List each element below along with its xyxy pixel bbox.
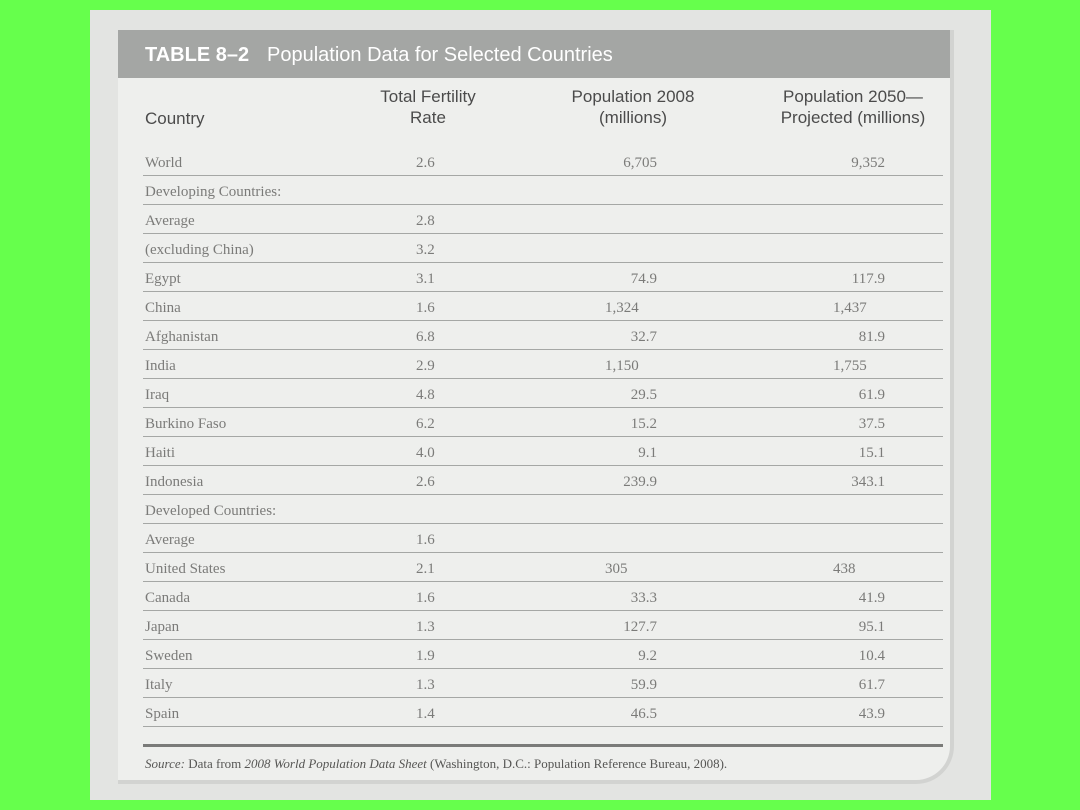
source-note xyxy=(145,756,727,772)
cell-pop2008: 32.7 xyxy=(630,329,657,345)
table-row xyxy=(143,408,943,437)
cell-fertility: 2.6 xyxy=(416,474,435,490)
cell-pop2008: 239.9 xyxy=(623,474,657,490)
table-number: TABLE 8–2 xyxy=(145,44,250,66)
cell-pop2050: 1,437 xyxy=(833,300,867,316)
cell-country: India xyxy=(145,358,176,374)
cell-pop2050: 343.1 xyxy=(851,474,885,490)
table-title-bar xyxy=(118,30,950,78)
cell-fertility: 4.0 xyxy=(416,445,435,461)
table-row xyxy=(143,466,943,495)
cell-pop2050: 61.7 xyxy=(858,677,885,693)
cell-fertility: 3.1 xyxy=(416,271,435,287)
cell-pop2008: 305 xyxy=(605,561,628,577)
cell-fertility: 2.1 xyxy=(416,561,435,577)
cell-fertility: 1.6 xyxy=(416,590,435,606)
cell-pop2050: 15.1 xyxy=(858,445,885,461)
table-caption: Population Data for Selected Countries xyxy=(267,44,613,66)
table-row xyxy=(143,292,943,321)
cell-country: China xyxy=(145,300,181,316)
cell-pop2050: 41.9 xyxy=(858,590,885,606)
cell-fertility: 3.2 xyxy=(416,242,435,258)
cell-country: Egypt xyxy=(145,271,181,287)
header-fertility-line2: Rate xyxy=(410,108,446,127)
table-bottom-rule xyxy=(143,744,943,747)
cell-country: Canada xyxy=(145,590,190,606)
table-row xyxy=(143,321,943,350)
cell-pop2050: 1,755 xyxy=(833,358,867,374)
cell-country: Iraq xyxy=(145,387,170,403)
table-row xyxy=(143,611,943,640)
cell-pop2050: 81.9 xyxy=(858,329,885,345)
cell-pop2008: 29.5 xyxy=(630,387,657,403)
cell-country: Average xyxy=(145,213,195,229)
header-fertility-line1: Total Fertility xyxy=(380,87,476,106)
table-body xyxy=(143,147,943,727)
cell-country: Sweden xyxy=(145,648,193,664)
cell-country: Italy xyxy=(145,677,173,693)
cell-pop2050: 95.1 xyxy=(858,619,885,635)
table-row xyxy=(143,234,943,263)
source-text-2: (Washington, D.C.: Population Reference Bureau, 2008). xyxy=(426,756,728,771)
header-pop2050 xyxy=(758,86,948,130)
cell-fertility: 1.6 xyxy=(416,300,435,316)
cell-pop2050: 117.9 xyxy=(851,271,885,287)
source-title: 2008 World Population Data Sheet xyxy=(244,756,427,771)
cell-pop2008: 6,705 xyxy=(623,155,657,171)
table-row xyxy=(143,263,943,292)
table-row xyxy=(143,553,943,582)
cell-pop2050: 37.5 xyxy=(858,416,885,432)
cell-fertility: 6.2 xyxy=(416,416,435,432)
source-label: Source: xyxy=(145,756,185,771)
header-pop2008 xyxy=(548,86,718,130)
table-row xyxy=(143,640,943,669)
cell-country: Burkino Faso xyxy=(145,416,227,432)
header-pop2050-line1: Population 2050— xyxy=(783,87,923,106)
cell-pop2050: 61.9 xyxy=(858,387,885,403)
cell-country: Afghanistan xyxy=(145,329,219,345)
cell-pop2008: 1,150 xyxy=(605,358,639,374)
table-row xyxy=(143,524,943,553)
cell-country: (excluding China) xyxy=(145,242,254,258)
table-row xyxy=(143,176,943,205)
cell-pop2008: 15.2 xyxy=(630,416,657,432)
cell-fertility: 2.8 xyxy=(416,213,435,229)
table-row xyxy=(143,147,943,176)
cell-fertility: 1.3 xyxy=(416,619,435,635)
cell-fertility: 1.9 xyxy=(416,648,435,664)
cell-country: Haiti xyxy=(145,445,175,461)
cell-fertility: 1.3 xyxy=(416,677,435,693)
cell-country: Japan xyxy=(145,619,180,635)
population-table xyxy=(118,30,954,784)
header-pop2008-line2: (millions) xyxy=(599,108,667,127)
cell-fertility: 2.6 xyxy=(416,155,435,171)
cell-pop2008: 127.7 xyxy=(623,619,657,635)
cell-pop2050: 438 xyxy=(833,561,856,577)
cell-pop2050: 43.9 xyxy=(858,706,885,722)
cell-country: Spain xyxy=(145,706,180,722)
cell-country: Average xyxy=(145,532,195,548)
table-row xyxy=(143,350,943,379)
cell-country: Developing Countries: xyxy=(145,184,282,200)
cell-pop2008: 9.1 xyxy=(638,445,657,461)
table-row xyxy=(143,582,943,611)
cell-country: World xyxy=(145,155,183,171)
cell-fertility: 2.9 xyxy=(416,358,435,374)
cell-pop2008: 33.3 xyxy=(630,590,657,606)
cell-country: Indonesia xyxy=(145,474,204,490)
table-row xyxy=(143,205,943,234)
header-pop2008-line1: Population 2008 xyxy=(571,87,695,106)
cell-fertility: 1.6 xyxy=(416,532,435,548)
page-scan xyxy=(90,10,991,800)
header-country-label: Country xyxy=(145,109,205,128)
cell-pop2008: 74.9 xyxy=(630,271,657,287)
cell-pop2050: 9,352 xyxy=(851,155,885,171)
cell-pop2008: 1,324 xyxy=(605,300,639,316)
table-row xyxy=(143,437,943,466)
cell-fertility: 4.8 xyxy=(416,387,435,403)
table-row xyxy=(143,698,943,727)
cell-pop2008: 46.5 xyxy=(630,706,657,722)
cell-pop2050: 10.4 xyxy=(858,648,885,664)
table-row xyxy=(143,495,943,524)
header-fertility xyxy=(358,86,498,130)
cell-fertility: 1.4 xyxy=(416,706,435,722)
table-row xyxy=(143,669,943,698)
table-row xyxy=(143,379,943,408)
cell-fertility: 6.8 xyxy=(416,329,435,345)
cell-country: Developed Countries: xyxy=(145,503,277,519)
header-country xyxy=(145,108,245,152)
cell-country: United States xyxy=(145,561,226,577)
cell-pop2008: 9.2 xyxy=(638,648,657,664)
cell-pop2008: 59.9 xyxy=(630,677,657,693)
source-text-1: Data from xyxy=(184,756,245,771)
header-pop2050-line2: Projected (millions) xyxy=(780,108,926,127)
